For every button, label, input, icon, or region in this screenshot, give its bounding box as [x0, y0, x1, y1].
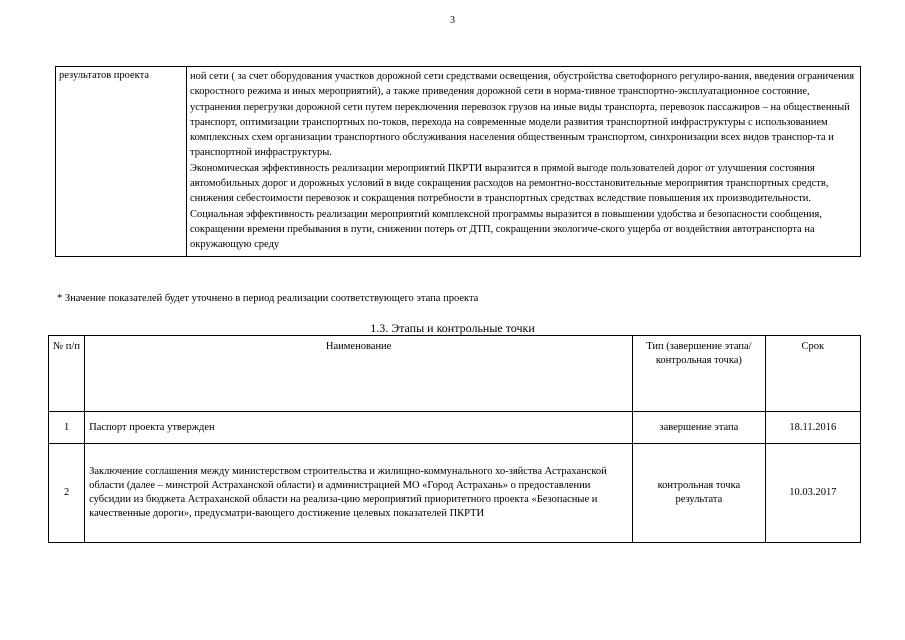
- table-row: [49, 412, 861, 444]
- row-date: 10.03.2017: [765, 444, 860, 543]
- header-number: № п/п: [49, 336, 85, 412]
- results-table: [55, 66, 861, 257]
- footnote: * Значение показателей будет уточнено в период реализации соответствующего этапа проекта: [57, 293, 479, 304]
- results-label: результатов проекта: [56, 67, 187, 257]
- row-type: контрольная точка результата: [633, 444, 765, 543]
- header-name: Наименование: [85, 336, 633, 412]
- row-number: 1: [49, 412, 85, 444]
- stages-header-row: [49, 336, 861, 412]
- section-title: 1.3. Этапы и контрольные точки: [370, 321, 535, 335]
- row-name: Заключение соглашения между министерством строительства и жилищно-коммунального хо-зяйства Астраханской области (далее – минстрой Астраханской области) и администрацией МО «Город Астрахань» о предоставлении субсидии из бюджета Астраханской области на реализа-цию мероприятий приоритетного проекта «Безопасные и качественные дороги», предусматри-вающего достижение целевых показателей ПКРТИ: [85, 444, 633, 543]
- table-row: [49, 444, 861, 543]
- results-row: [56, 67, 861, 257]
- results-paragraph-3: Социальная эффективность реализации мероприятий комплексной программы выразится в повышении удобства и безопасности сообщения, сокращении времени пребывания в пути, снижении потерь от ДТП, сокращении экологиче-ского ущерба от воздействия автотранспорта на окружающую среду: [190, 208, 822, 251]
- row-number: 2: [49, 444, 85, 543]
- results-paragraph-2: Экономическая эффективность реализации мероприятий ПКРТИ выразится в прямой выгоде пользователей дорог от улучшения состояния автомобильных дорог и дорожных условий в виде сокращения расходов на ремонтно-восстановительные мероприятия транспортных средств, снижения себестоимости перевозок и сокращения потребности в транспортных средствах вследствие повышения их производительности.: [190, 162, 829, 205]
- page-number: 3: [450, 15, 455, 26]
- row-name: Паспорт проекта утвержден: [85, 412, 633, 444]
- results-content: [187, 67, 861, 257]
- stages-table: [48, 335, 861, 543]
- results-paragraph-1: ной сети ( за счет оборудования участков дорожной сети средствами освещения, обустройства светофорного регулиро-вания, введения ограничения скоростного режима и иных мероприятий), а также приведения дорожной сети в норма-тивное транспортно-эксплуатационное состояние, устранения перегрузки дорожной сети путем переключения перевозок грузов на иные виды транспорта, перевозок пассажиров – на общественный транспорт, оптимизации транспортных по-токов, перехода на современные модели развития транспортной инфраструктуры с использованием комплексных схем организации транспортного обслуживания населения общественным транспортом, синхронизации всех видов транспор-та и транспортной инфраструктуры.: [190, 71, 855, 159]
- row-date: 18.11.2016: [765, 412, 860, 444]
- header-type: Тип (завершение этапа/ контрольная точка): [633, 336, 765, 412]
- header-date: Срок: [765, 336, 860, 412]
- row-type: завершение этапа: [633, 412, 765, 444]
